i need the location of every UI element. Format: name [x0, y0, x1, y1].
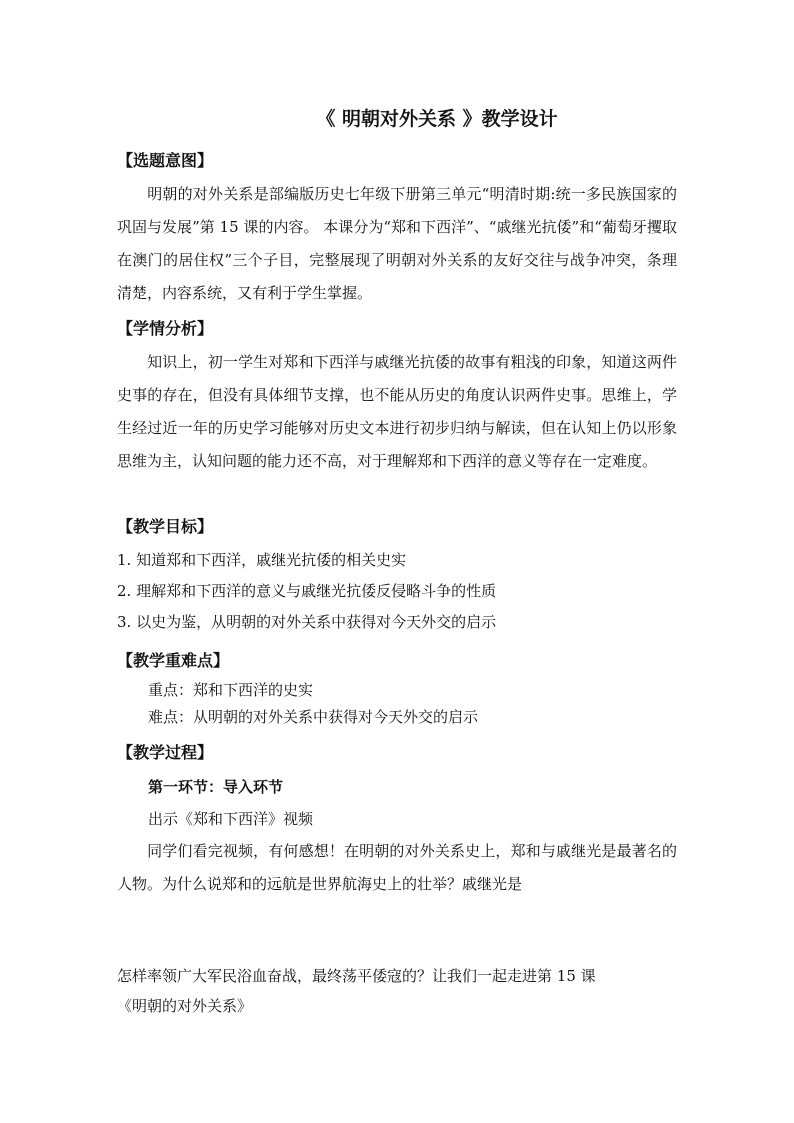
section-heading-key-difficult-points: 【教学重难点】 [117, 651, 230, 670]
section-paragraph-teaching-process [117, 835, 677, 901]
continuation-line: 怎样率领广大军民浴血奋战，最终荡平倭寇的？让我们一起走进第 15 课 [117, 967, 596, 985]
section-heading-teaching-objectives: 【教学目标】 [117, 517, 214, 536]
key-point-line: 重点：郑和下西洋的史实 [148, 681, 314, 699]
step-title: 第一环节：导入环节 [148, 778, 284, 796]
objective-item: 2. 理解郑和下西洋的意义与戚继光抗倭反侵略斗争的性质 [117, 582, 497, 600]
document-title: 《 明朝对外关系 》教学设计 [316, 108, 558, 130]
paragraph-text: 同学们看完视频，有何感想！在明朝的对外关系史上，郑和与戚继光是最著名的人物。为什么说郑和的远航是世界航海史上的壮举？戚继光是 [117, 842, 677, 893]
section-heading-teaching-process: 【教学过程】 [117, 743, 214, 762]
paragraph-text: 明朝的对外关系是部编版历史七年级下册第三单元“明清时期:统一多民族国家的巩固与发展”第 15 课的内容。 本课分为“郑和下西洋”、“戚继光抗倭”和“葡萄牙攫取在澳门的居住权”三个子目，完整展现了明朝对外关系的友好交往与战争冲突，条理清楚，内容系统，又有利于学生掌握。 [117, 185, 677, 302]
objective-item: 1. 知道郑和下西洋，戚继光抗倭的相关史实 [117, 551, 407, 569]
objective-item: 3. 以史为鉴，从明朝的对外关系中获得对今天外交的启示 [117, 613, 497, 631]
continuation-line: 《明朝的对外关系》 [117, 997, 253, 1015]
step-line: 出示《郑和下西洋》视频 [148, 810, 314, 828]
paragraph-text: 知识上，初一学生对郑和下西洋与戚继光抗倭的故事有粗浅的印象，知道这两件史事的存在，但没有具体细节支撑，也不能从历史的角度认识两件史事。思维上，学生经过近一年的历史学习能够对历史文本进行初步归纳与解读，但在认知上仍以形象思维为主，认知问题的能力还不高，对于理解郑和下西洋的意义等存在一定难度。 [117, 353, 677, 470]
section-paragraph-topic-intent [117, 178, 677, 310]
difficult-point-line: 难点：从明朝的对外关系中获得对今天外交的启示 [148, 708, 479, 726]
section-paragraph-student-analysis [117, 346, 677, 478]
section-heading-topic-intent: 【选题意图】 [117, 151, 214, 170]
section-heading-student-analysis: 【学情分析】 [117, 319, 214, 338]
